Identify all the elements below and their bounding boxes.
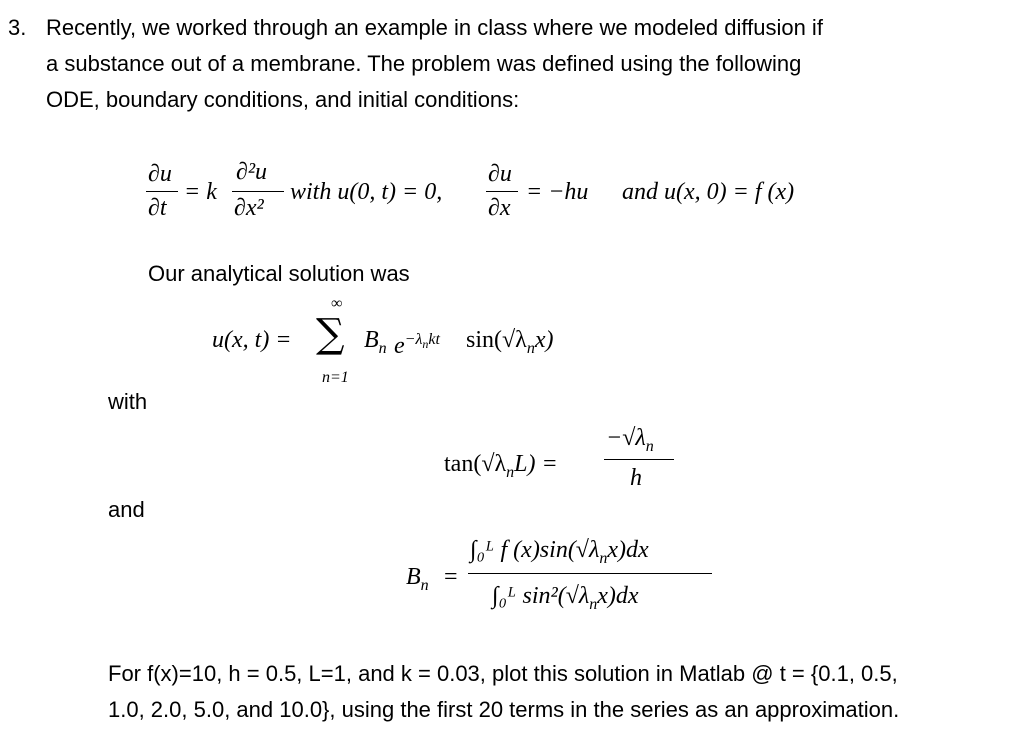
intro-line-2: a substance out of a membrane. The problem was defined using the following <box>46 51 802 76</box>
task-line-2: 1.0, 2.0, 5.0, and 10.0}, using the first 20 terms in the series as an approximation. <box>108 697 900 722</box>
with-label: with <box>108 389 148 414</box>
bn-denominator: ∫₀ᴸ $\sin^2(√\lambda_nx)dx$ <box>492 583 639 613</box>
task-line-1: For f(x)=10, h = 0.5, L=1, and k = 0.03, plot this solution in Matlab @ t = {0.1, 0.5, <box>108 661 898 686</box>
pde-lhs-numerator: ∂u <box>148 161 172 187</box>
pde-lhs-fraction-bar <box>146 191 178 192</box>
pde-lhs-denominator: ∂t <box>148 195 167 221</box>
tan-rhs-denominator: h <box>630 465 642 491</box>
initial-condition: and u(x, 0) = f (x) <box>622 179 795 205</box>
tan-fraction-bar <box>604 459 674 460</box>
pde-equals-k: = k <box>184 179 217 205</box>
bc2-denominator: ∂x <box>488 195 511 221</box>
intro-line-1: Recently, we worked through an example in class where we modeled diffusion if <box>46 15 823 40</box>
solution-sine: $\sin(√\lambda_nx)$ <box>466 327 554 357</box>
bc2-rhs: = −hu <box>526 179 589 205</box>
bn-fraction-bar <box>468 573 712 574</box>
summation-sign: ∑ <box>316 311 345 357</box>
and-label: and <box>108 497 145 522</box>
solution-intro: Our analytical solution was <box>148 261 410 286</box>
boundary-condition-1: with u(0, t) = 0, <box>290 179 443 205</box>
sum-upper-limit: ∞ <box>331 295 343 312</box>
bn-numerator: ∫₀ᴸ f $(x)\sin(√\lambda_nx)dx$ <box>470 537 649 567</box>
solution-coefficient: $B_n$ <box>364 327 387 357</box>
solution-exponential: $e^{-\lambda_nkt}$ <box>394 331 440 359</box>
pde-rhs-numerator: ∂²u <box>236 159 268 185</box>
tan-rhs-numerator: $-√\lambda_n$ <box>606 425 654 455</box>
bc2-numerator: ∂u <box>488 161 512 187</box>
tan-lhs: $\tan(√\lambda_nL)$ = <box>444 451 558 481</box>
bc2-fraction-bar <box>486 191 518 192</box>
pde-rhs-fraction-bar <box>232 191 284 192</box>
intro-line-3: ODE, boundary conditions, and initial conditions: <box>46 87 520 112</box>
problem-number: 3. <box>8 15 27 40</box>
bn-lhs: $B_n$ <box>406 564 429 594</box>
bn-equals: = <box>444 564 458 590</box>
sum-lower-limit: n=1 <box>322 369 349 386</box>
pde-rhs-denominator: ∂x² <box>234 195 264 221</box>
solution-lhs: u(x, t) = <box>212 327 292 353</box>
